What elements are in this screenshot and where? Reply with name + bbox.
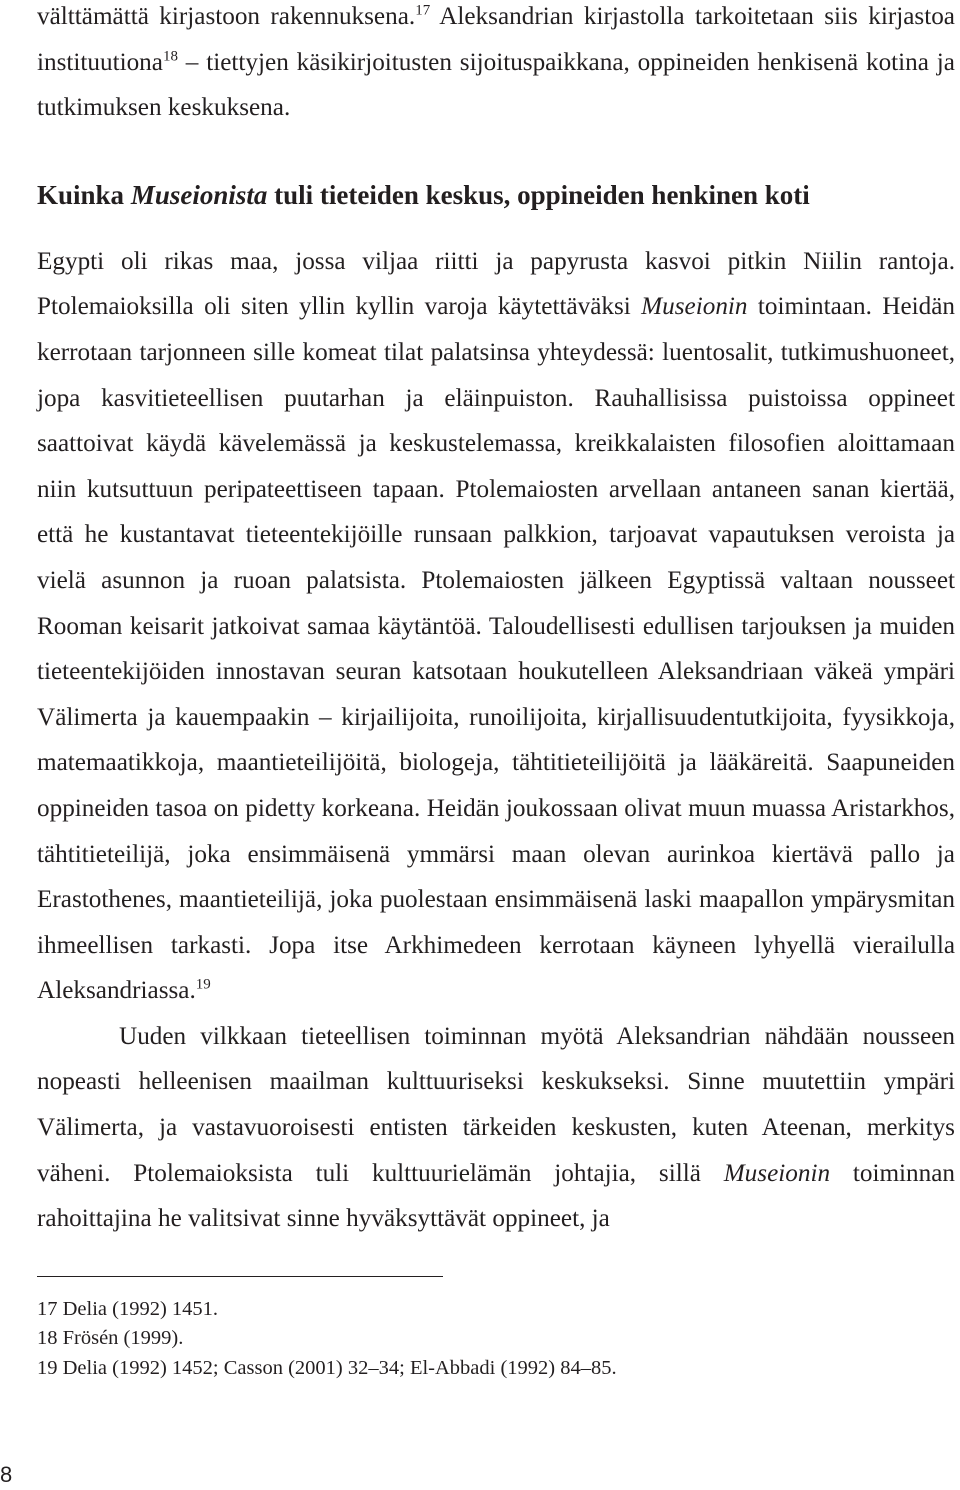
section-heading	[37, 175, 955, 215]
footnote-ref-18[interactable]: 18	[162, 47, 178, 64]
page-number: 8	[0, 1462, 13, 1487]
paragraph-second-text-2: toiminnan rahoittajina he valitsivat sinne hyväksyttävät oppineet, ja	[37, 1159, 955, 1233]
footnote-17: 17 Delia (1992) 1451.	[37, 1297, 219, 1320]
paragraph-main-text-2: toimintaan. Heidän kerrotaan tarjonneen sille komeat tilat palatsinsa yhteydessä: luentosalit, tutkimushuoneet, jopa kasvitieteellisen puutarhan ja eläinpuiston. Rauhallisissa puistoissa oppineet saattoivat käydä kävelemässä ja keskustelemassa, kreikkalaisten filosofien aloittamaan niin kutsuttuun peripateettiseen tapaan. Ptolemaiosten arvellaan antaneen sanan kiertää, että he kustantavat tieteentekijöille runsaan palkkion, tarjoavat vapautuksen veroista ja vielä asunnon ja ruoan palatsista. Ptolemaiosten jälkeen Egyptissä valtaan nousseet Rooman keisarit jatkoivat samaa käytäntöä. Taloudellisesti edullisen tarjouksen ja muiden tieteentekijöiden innostavan seuran katsotaan houkutelleen Aleksandriaan väkeä ympäri Välimerta ja kauempaakin – kirjailijoita, runoilijoita, kirjallisuudentutkijoita, fyysikkoja, matemaatikkoja, maantieteilijöitä, biologeja, tähtitieteilijöitä ja lääkäreitä. Saapuneiden oppineiden tasoa on pidetty korkeana. Heidän joukossaan olivat muun muassa Aristarkhos, tähtitieteilijä, joka ensimmäisenä ymmärsi maan olevan aurinkoa kiertävä pallo ja Erastothenes, maantieteilijä, joka puolestaan ensimmäisenä laski maapallon ympärysmitan ihmeellisen tarkasti. Jopa itse Arkhimedeen kerrotaan käyneen lyhyellä vierailulla Aleksandriassa.	[37, 293, 955, 1005]
page-body	[37, 0, 955, 1383]
footnote-ref-19[interactable]: 19	[195, 976, 211, 993]
heading-text-1: Kuinka	[37, 179, 131, 210]
footnote-divider	[37, 1276, 443, 1277]
paragraph-top-text-3: – tiettyjen käsikirjoitusten sijoituspaikkana, oppineiden henkisenä kotina ja tutkimuksen keskuksena.	[37, 48, 955, 122]
paragraph-second-italic: Museionin	[723, 1159, 831, 1187]
heading-italic: Museionista	[130, 179, 268, 210]
paragraph-top-text-2: Aleksandrian kirjastolla tarkoitetaan siis kirjastoa instituutiona	[37, 3, 955, 76]
footnotes	[37, 1295, 955, 1384]
paragraph-main-text-1: Egypti oli rikas maa, jossa viljaa riitti ja papyrusta kasvoi pitkin Niilin rantoja. Ptolemaioksilla oli siten yllin kyllin varoja käytettäväksi	[37, 247, 955, 321]
footnote-ref-17[interactable]: 17	[415, 2, 431, 19]
footnote-19: 19 Delia (1992) 1452; Casson (2001) 32–34; El-Abbadi (1992) 84–85.	[37, 1356, 617, 1379]
paragraph-second	[37, 1014, 955, 1242]
footnote-18: 18 Frösén (1999).	[37, 1327, 184, 1350]
heading-text-2: tuli tieteiden keskus, oppineiden henkinen koti	[267, 179, 810, 210]
paragraph-main-italic: Museionin	[641, 293, 748, 321]
paragraph-second-text-1: Uuden vilkkaan tieteellisen toiminnan myötä Aleksandrian nähdään nousseen nopeasti helleenisen maailman kulttuuriseksi keskukseksi. Sinne muutettiin ympäri Välimerta, ja vastavuoroisesti entisten tärkeiden keskusten, kuten Ateenan, merkitys väheni. Ptolemaioksista tuli kulttuurielämän johtajia, sillä	[37, 1022, 955, 1187]
paragraph-main	[37, 239, 955, 1014]
paragraph-top	[37, 0, 955, 131]
paragraph-top-text-1: välttämättä kirjastoon rakennuksena.	[37, 3, 416, 30]
